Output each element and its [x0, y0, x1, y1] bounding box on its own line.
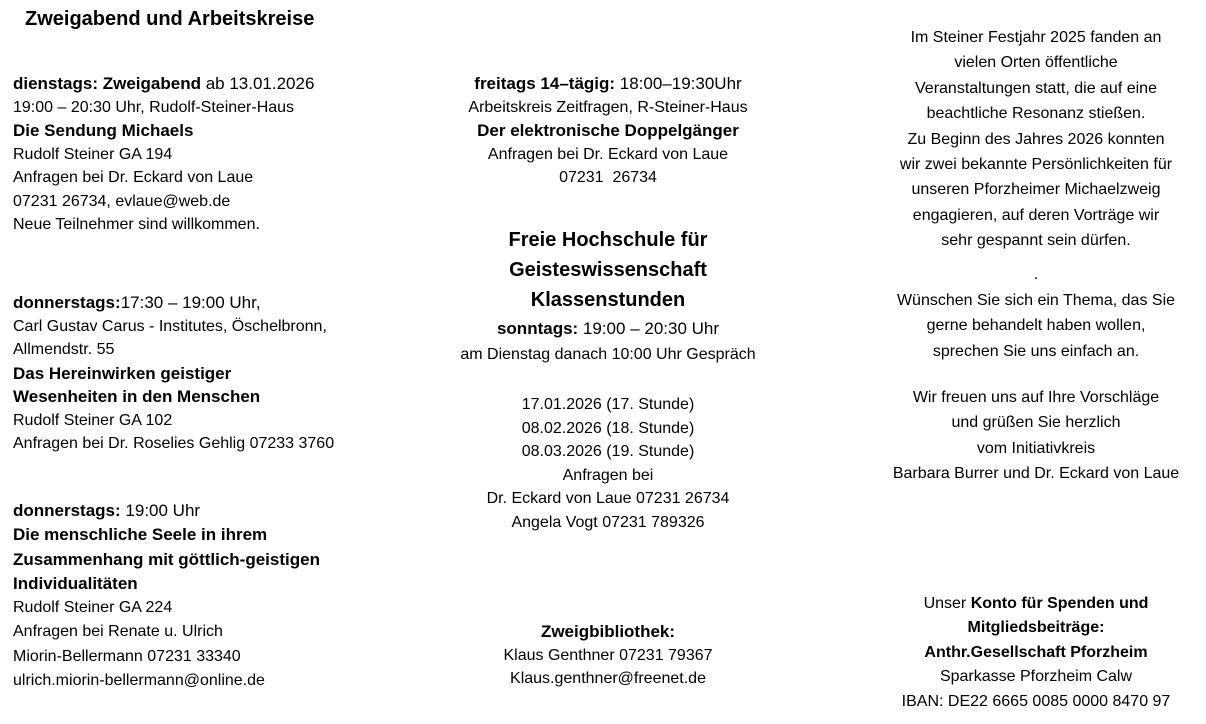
event-source: Rudolf Steiner GA 194: [13, 145, 173, 163]
text-line: sprechen Sie uns einfach an.: [932, 342, 1140, 360]
event-day-line: [13, 72, 413, 96]
event-note: Neue Teilnehmer sind willkommen.: [13, 216, 260, 233]
contact-line: Angela Vogt 07231 789326: [511, 513, 705, 531]
konto-heading-bold: Konto für Spenden und: [970, 595, 1149, 612]
text-line: beachtliche Resonanz stießen.: [926, 105, 1146, 123]
event-day-detail: 18:00–19:30Uhr: [615, 74, 742, 93]
event-topic: Wesenheiten in den Menschen: [13, 387, 261, 406]
event-day-line: [422, 72, 794, 96]
event-topic: Zusammenhang mit göttlich-geistigen: [13, 549, 320, 569]
section-heading: Geisteswissenschaft: [509, 259, 707, 281]
separator-dot: [850, 262, 1206, 287]
page-title: Zweigabend und Arbeitskreise: [25, 8, 315, 30]
event-contact: Anfragen bei Renate u. Ulrich: [13, 623, 223, 641]
text-line: vom Initiativkreis: [976, 439, 1096, 457]
event-topic: Die menschliche Seele in ihrem: [13, 525, 268, 545]
text-line: Wünschen Sie sich ein Thema, das Sie: [896, 292, 1176, 309]
greeting-paragraph: [850, 385, 1206, 487]
event-source: Rudolf Steiner GA 102: [13, 411, 173, 429]
event-contact-phone-email: 07231 26734, evlaue@web.de: [13, 192, 231, 210]
konto-heading-line: Mitgliedsbeiträge:: [967, 619, 1105, 637]
hochschule-section: [422, 225, 794, 368]
thema-paragraph: [850, 288, 1206, 364]
contact-line: Dr. Eckard von Laue 07231 26734: [486, 490, 730, 507]
text-line: vielen Orten öffentliche: [954, 54, 1118, 72]
konto-section: [850, 592, 1206, 714]
date-line: 08.02.2026 (18. Stunde): [521, 419, 695, 437]
text-line: Veranstaltungen statt, die auf eine: [915, 79, 1157, 97]
contact-line: Klaus Genthner 07231 79367: [503, 646, 713, 664]
konto-iban: IBAN: DE22 6665 0085 0000 8470 97: [901, 692, 1171, 710]
contact-intro: Anfragen bei: [562, 466, 654, 484]
middle-column: [422, 0, 794, 724]
event-day-detail: 19:00 – 20:30 Uhr: [578, 319, 720, 338]
event-day-label: donnerstags:: [13, 501, 121, 520]
text-line: Im Steiner Festjahr 2025 fanden an: [910, 29, 1162, 46]
event-contact: Anfragen bei Dr. Eckard von Laue: [13, 169, 254, 186]
konto-bank-name: Sparkasse Pforzheim Calw: [939, 668, 1133, 686]
event-time-place: 19:00 – 20:30 Uhr, Rudolf-Steiner-Haus: [13, 98, 295, 116]
text-line: Zu Beginn des Jahres 2026 konnten: [907, 130, 1165, 148]
event-contact-phone: Miorin-Bellermann 07231 33340: [13, 647, 241, 665]
zweigbibliothek-section: [422, 620, 794, 691]
text-line: Barbara Burrer und Dr. Eckard von Laue: [892, 465, 1180, 483]
event-contact-email: ulrich.miorin-bellermann@online.de: [13, 672, 265, 690]
event-day-detail: ab 13.01.2026: [200, 74, 315, 93]
date-line: 08.03.2026 (19. Stunde): [521, 443, 695, 460]
event-dienstags-zweigabend: [13, 72, 413, 237]
text-line: wir zwei bekannte Persönlichkeiten für: [899, 156, 1173, 174]
event-source: Rudolf Steiner GA 224: [13, 599, 173, 617]
event-day-label: sonntags:: [496, 319, 579, 338]
event-donnerstags-carus: [13, 291, 413, 456]
right-column: [850, 0, 1206, 724]
section-heading: Freie Hochschule für: [508, 229, 708, 251]
konto-intro: Unser: [923, 595, 971, 612]
event-day-detail: 17:30 – 19:00 Uhr,: [120, 293, 261, 312]
event-day-label: freitags 14–tägig:: [474, 74, 616, 93]
konto-heading-line: [850, 592, 1206, 616]
event-contact: Anfragen bei Dr. Eckard von Laue: [487, 145, 729, 163]
event-freitags-zeitfragen: [422, 72, 794, 190]
date-line: 17.01.2026 (17. Stunde): [521, 396, 695, 413]
left-column: [13, 0, 413, 724]
section-heading: Zweigbibliothek:: [540, 622, 676, 641]
event-contact: Anfragen bei Dr. Roselies Gehlig 07233 3760: [13, 435, 335, 452]
event-place-street: Allmendstr. 55: [13, 341, 115, 358]
festjahr-paragraph: [850, 25, 1206, 254]
event-day-line: [13, 291, 413, 315]
contact-email: Klaus.genthner@freenet.de: [510, 670, 706, 687]
event-day-line: [422, 315, 794, 342]
event-topic: Das Hereinwirken geistiger: [13, 363, 232, 383]
event-day-label: dienstags: Zweigabend: [13, 74, 201, 93]
event-contact-phone: 07231 26734: [559, 169, 657, 186]
event-place: Carl Gustav Carus - Institutes, Öschelbronn,: [13, 317, 327, 335]
event-day-label: donnerstags:: [13, 293, 121, 312]
event-note: am Dienstag danach 10:00 Uhr Gespräch: [460, 346, 756, 363]
section-heading: Klassenstunden: [530, 289, 686, 311]
event-donnerstags-seele: [13, 499, 413, 693]
event-topic: Der elektronische Doppelgänger: [477, 121, 739, 140]
text-line: .: [1033, 266, 1039, 283]
text-line: gerne behandelt haben wollen,: [926, 317, 1146, 335]
text-line: und grüßen Sie herzlich: [951, 414, 1121, 432]
event-day-detail: 19:00 Uhr: [120, 501, 201, 520]
klassenstunden-dates: [422, 393, 794, 534]
text-line: unseren Pforzheimer Michaelzweig: [911, 181, 1161, 199]
event-topic: Die Sendung Michaels: [13, 121, 194, 140]
event-topic: Individualitäten: [13, 573, 138, 593]
text-line: sehr gespannt sein dürfen.: [941, 232, 1131, 250]
text-line: Wir freuen uns auf Ihre Vorschläge: [912, 389, 1160, 406]
text-line: engagieren, auf deren Vorträge wir: [912, 206, 1160, 224]
event-day-line: [13, 499, 413, 523]
event-group: Arbeitskreis Zeitfragen, R-Steiner-Haus: [468, 98, 748, 116]
konto-account-holder: Anthr.Gesellschaft Pforzheim: [924, 643, 1148, 661]
